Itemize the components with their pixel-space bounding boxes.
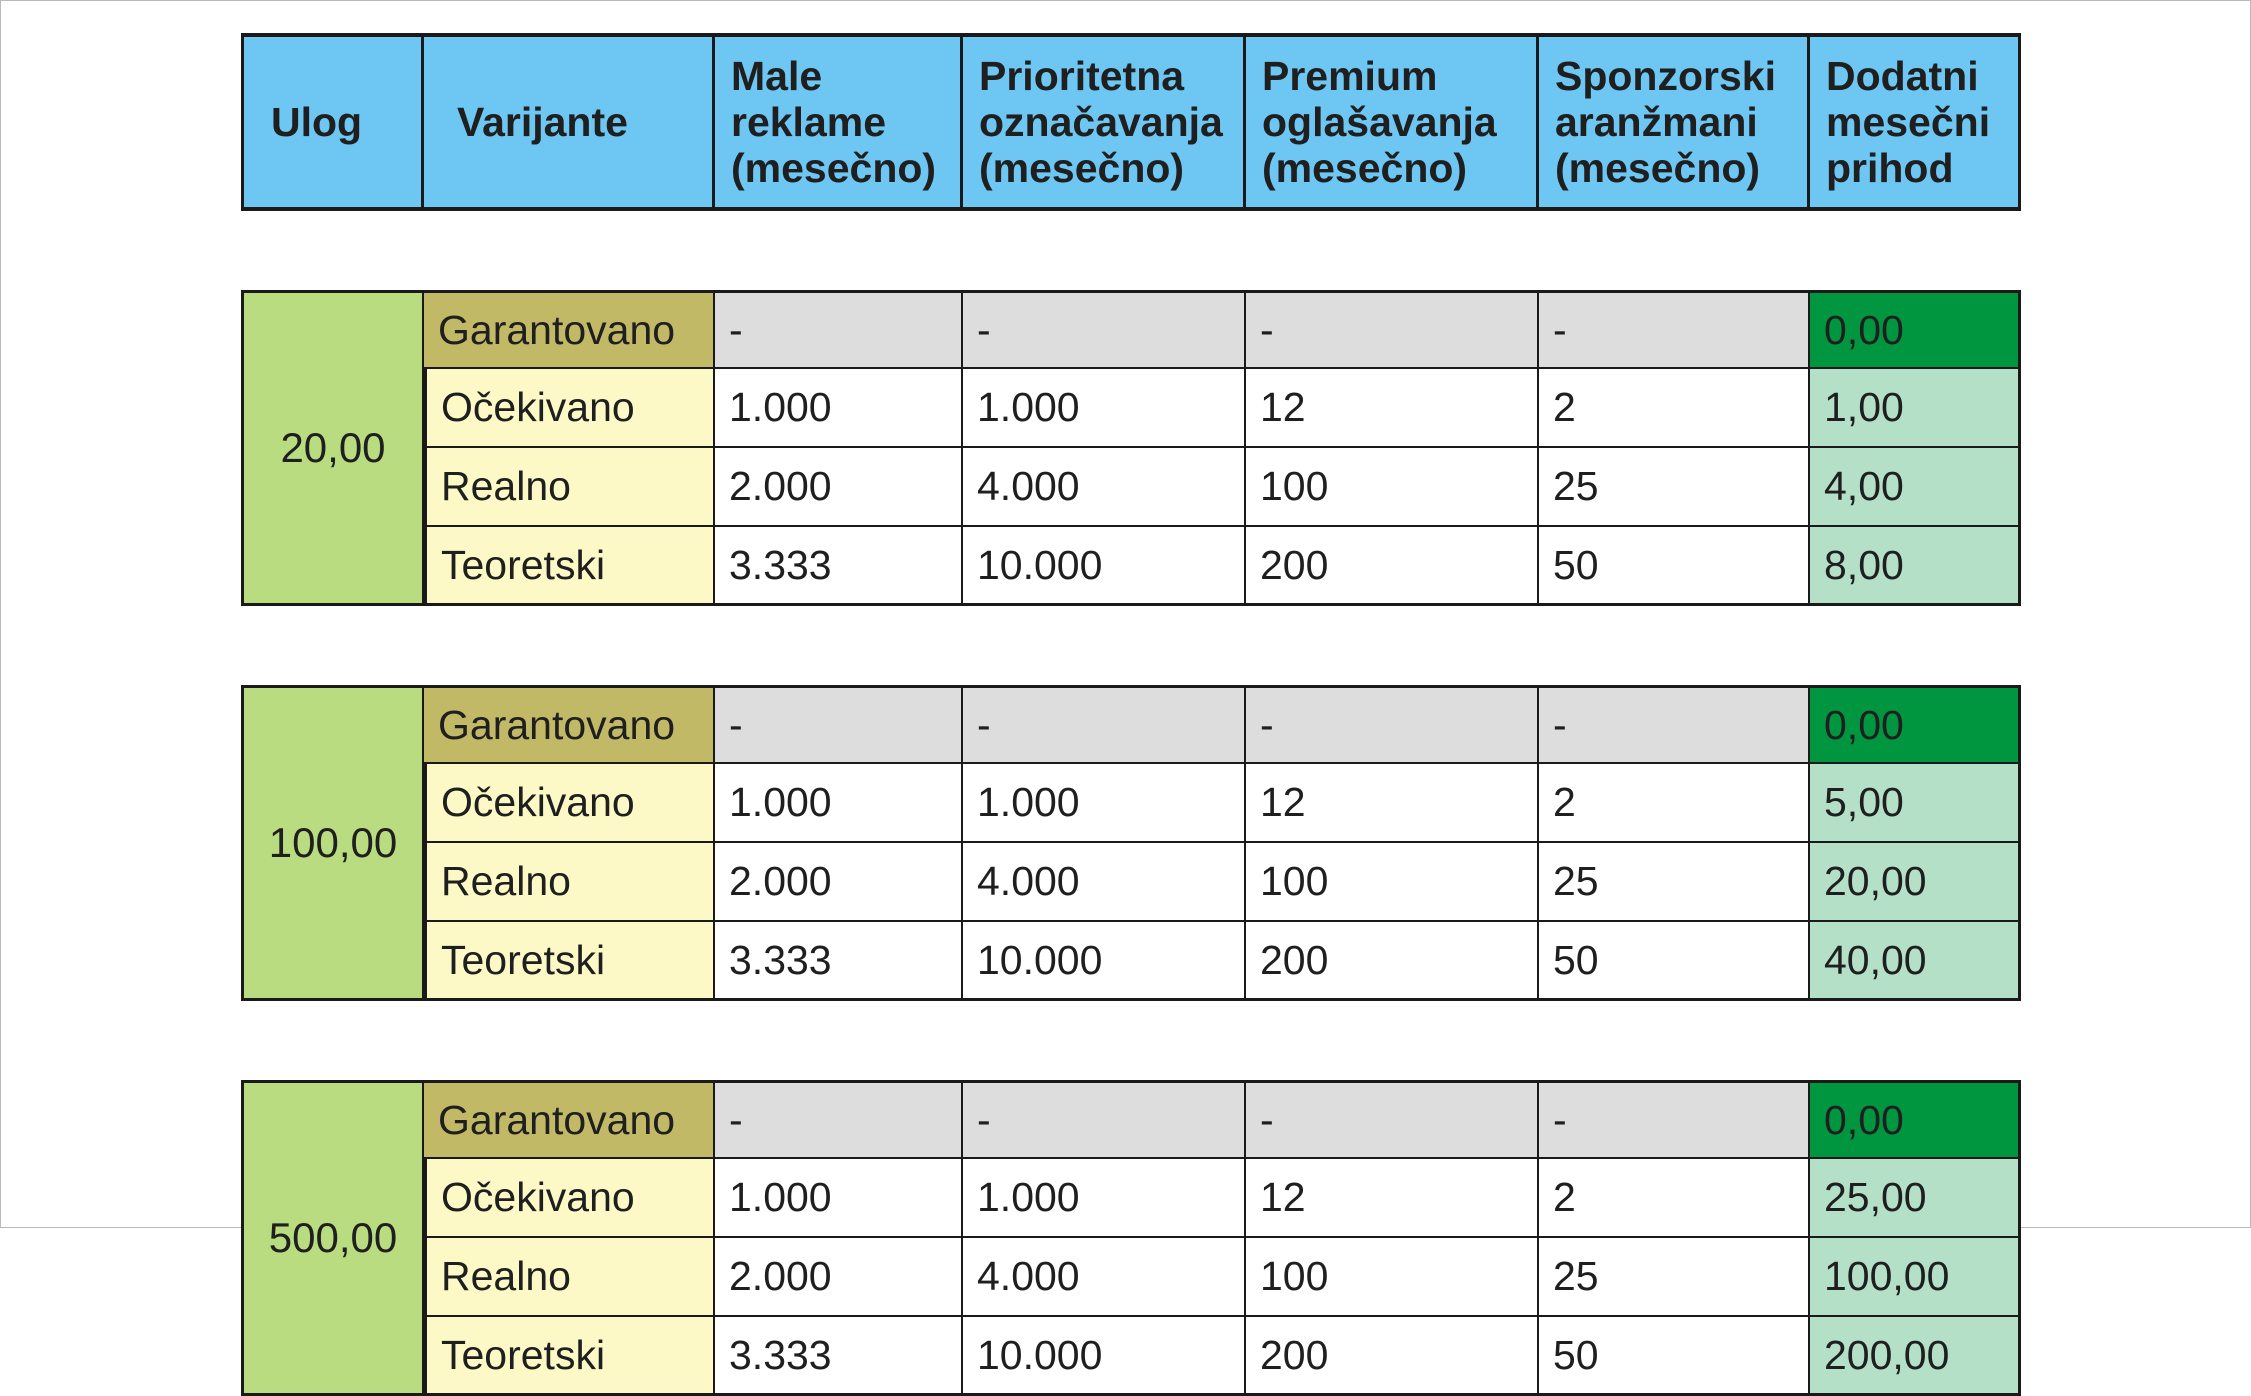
- sponzorski-cell: 50: [1539, 922, 1810, 1001]
- ulog-cell: 500,00: [241, 1080, 424, 1396]
- prihod-cell: 25,00: [1810, 1159, 2021, 1238]
- male-cell: 1.000: [715, 369, 963, 448]
- table-row: [241, 290, 2021, 369]
- sponzorski-cell: 25: [1539, 843, 1810, 922]
- prioritetna-cell: -: [963, 290, 1246, 369]
- prihod-cell: 200,00: [1810, 1317, 2021, 1396]
- prioritetna-cell: 1.000: [963, 1159, 1246, 1238]
- premium-cell: 12: [1246, 764, 1539, 843]
- male-cell: 3.333: [715, 527, 963, 606]
- male-cell: 1.000: [715, 764, 963, 843]
- prihod-cell: 0,00: [1810, 290, 2021, 369]
- table-row: [241, 1080, 2021, 1159]
- sponzorski-cell: 2: [1539, 764, 1810, 843]
- variant-cell: Garantovano: [424, 685, 715, 764]
- table-row: [241, 685, 2021, 764]
- male-cell: 2.000: [715, 1238, 963, 1317]
- prioritetna-cell: 10.000: [963, 922, 1246, 1001]
- header-sponzorski: Sponzorski aranžmani (mesečno): [1539, 33, 1810, 211]
- premium-cell: 200: [1246, 527, 1539, 606]
- premium-cell: 12: [1246, 369, 1539, 448]
- male-cell: 1.000: [715, 1159, 963, 1238]
- sponzorski-cell: -: [1539, 290, 1810, 369]
- prihod-cell: 100,00: [1810, 1238, 2021, 1317]
- prihod-cell: 1,00: [1810, 369, 2021, 448]
- prihod-cell: 0,00: [1810, 685, 2021, 764]
- variant-cell: Realno: [424, 843, 715, 922]
- prioritetna-cell: 10.000: [963, 527, 1246, 606]
- prihod-cell: 8,00: [1810, 527, 2021, 606]
- sponzorski-cell: 2: [1539, 369, 1810, 448]
- premium-cell: -: [1246, 1080, 1539, 1159]
- prioritetna-cell: 4.000: [963, 448, 1246, 527]
- variant-cell: Teoretski: [424, 527, 715, 606]
- header-ulog: Ulog: [241, 33, 424, 211]
- sponzorski-cell: -: [1539, 685, 1810, 764]
- prioritetna-cell: -: [963, 1080, 1246, 1159]
- table-row: [241, 1159, 2021, 1238]
- sponzorski-cell: 25: [1539, 448, 1810, 527]
- sponzorski-cell: 50: [1539, 527, 1810, 606]
- table-row: [241, 1317, 2021, 1396]
- header-varijante: Varijante: [424, 33, 715, 211]
- prihod-cell: 4,00: [1810, 448, 2021, 527]
- prihod-cell: 40,00: [1810, 922, 2021, 1001]
- header-row: [241, 33, 2021, 211]
- sponzorski-cell: 25: [1539, 1238, 1810, 1317]
- table-row: [241, 1238, 2021, 1317]
- male-cell: -: [715, 685, 963, 764]
- sponzorski-cell: 50: [1539, 1317, 1810, 1396]
- variant-cell: Očekivano: [424, 1159, 715, 1238]
- prioritetna-cell: 1.000: [963, 764, 1246, 843]
- sponzorski-cell: 2: [1539, 1159, 1810, 1238]
- table-row: [241, 448, 2021, 527]
- male-cell: 3.333: [715, 922, 963, 1001]
- table-row: [241, 764, 2021, 843]
- premium-cell: 200: [1246, 922, 1539, 1001]
- variant-cell: Realno: [424, 448, 715, 527]
- premium-cell: 200: [1246, 1317, 1539, 1396]
- variant-cell: Teoretski: [424, 922, 715, 1001]
- table-row: [241, 922, 2021, 1001]
- prioritetna-cell: -: [963, 685, 1246, 764]
- ulog-cell: 100,00: [241, 685, 424, 1001]
- premium-cell: 100: [1246, 843, 1539, 922]
- male-cell: 2.000: [715, 448, 963, 527]
- revenue-table: [241, 33, 2021, 1396]
- header-prioritetna: Prioritetna označavanja (mesečno): [963, 33, 1246, 211]
- header-male-reklame: Male reklame (mesečno): [715, 33, 963, 211]
- variant-cell: Garantovano: [424, 1080, 715, 1159]
- premium-cell: -: [1246, 685, 1539, 764]
- male-cell: -: [715, 1080, 963, 1159]
- prioritetna-cell: 1.000: [963, 369, 1246, 448]
- prihod-cell: 5,00: [1810, 764, 2021, 843]
- variant-cell: Teoretski: [424, 1317, 715, 1396]
- premium-cell: 12: [1246, 1159, 1539, 1238]
- premium-cell: -: [1246, 290, 1539, 369]
- variant-cell: Realno: [424, 1238, 715, 1317]
- table-row: [241, 527, 2021, 606]
- table-row: [241, 369, 2021, 448]
- table-row: [241, 843, 2021, 922]
- variant-cell: Garantovano: [424, 290, 715, 369]
- premium-cell: 100: [1246, 1238, 1539, 1317]
- variant-cell: Očekivano: [424, 764, 715, 843]
- male-cell: 3.333: [715, 1317, 963, 1396]
- male-cell: -: [715, 290, 963, 369]
- header-premium: Premium oglašavanja (mesečno): [1246, 33, 1539, 211]
- prioritetna-cell: 10.000: [963, 1317, 1246, 1396]
- header-dodatni-prihod: Dodatni mesečni prihod: [1810, 33, 2021, 211]
- variant-cell: Očekivano: [424, 369, 715, 448]
- ulog-cell: 20,00: [241, 290, 424, 606]
- prihod-cell: 20,00: [1810, 843, 2021, 922]
- sponzorski-cell: -: [1539, 1080, 1810, 1159]
- male-cell: 2.000: [715, 843, 963, 922]
- prioritetna-cell: 4.000: [963, 1238, 1246, 1317]
- prihod-cell: 0,00: [1810, 1080, 2021, 1159]
- premium-cell: 100: [1246, 448, 1539, 527]
- prioritetna-cell: 4.000: [963, 843, 1246, 922]
